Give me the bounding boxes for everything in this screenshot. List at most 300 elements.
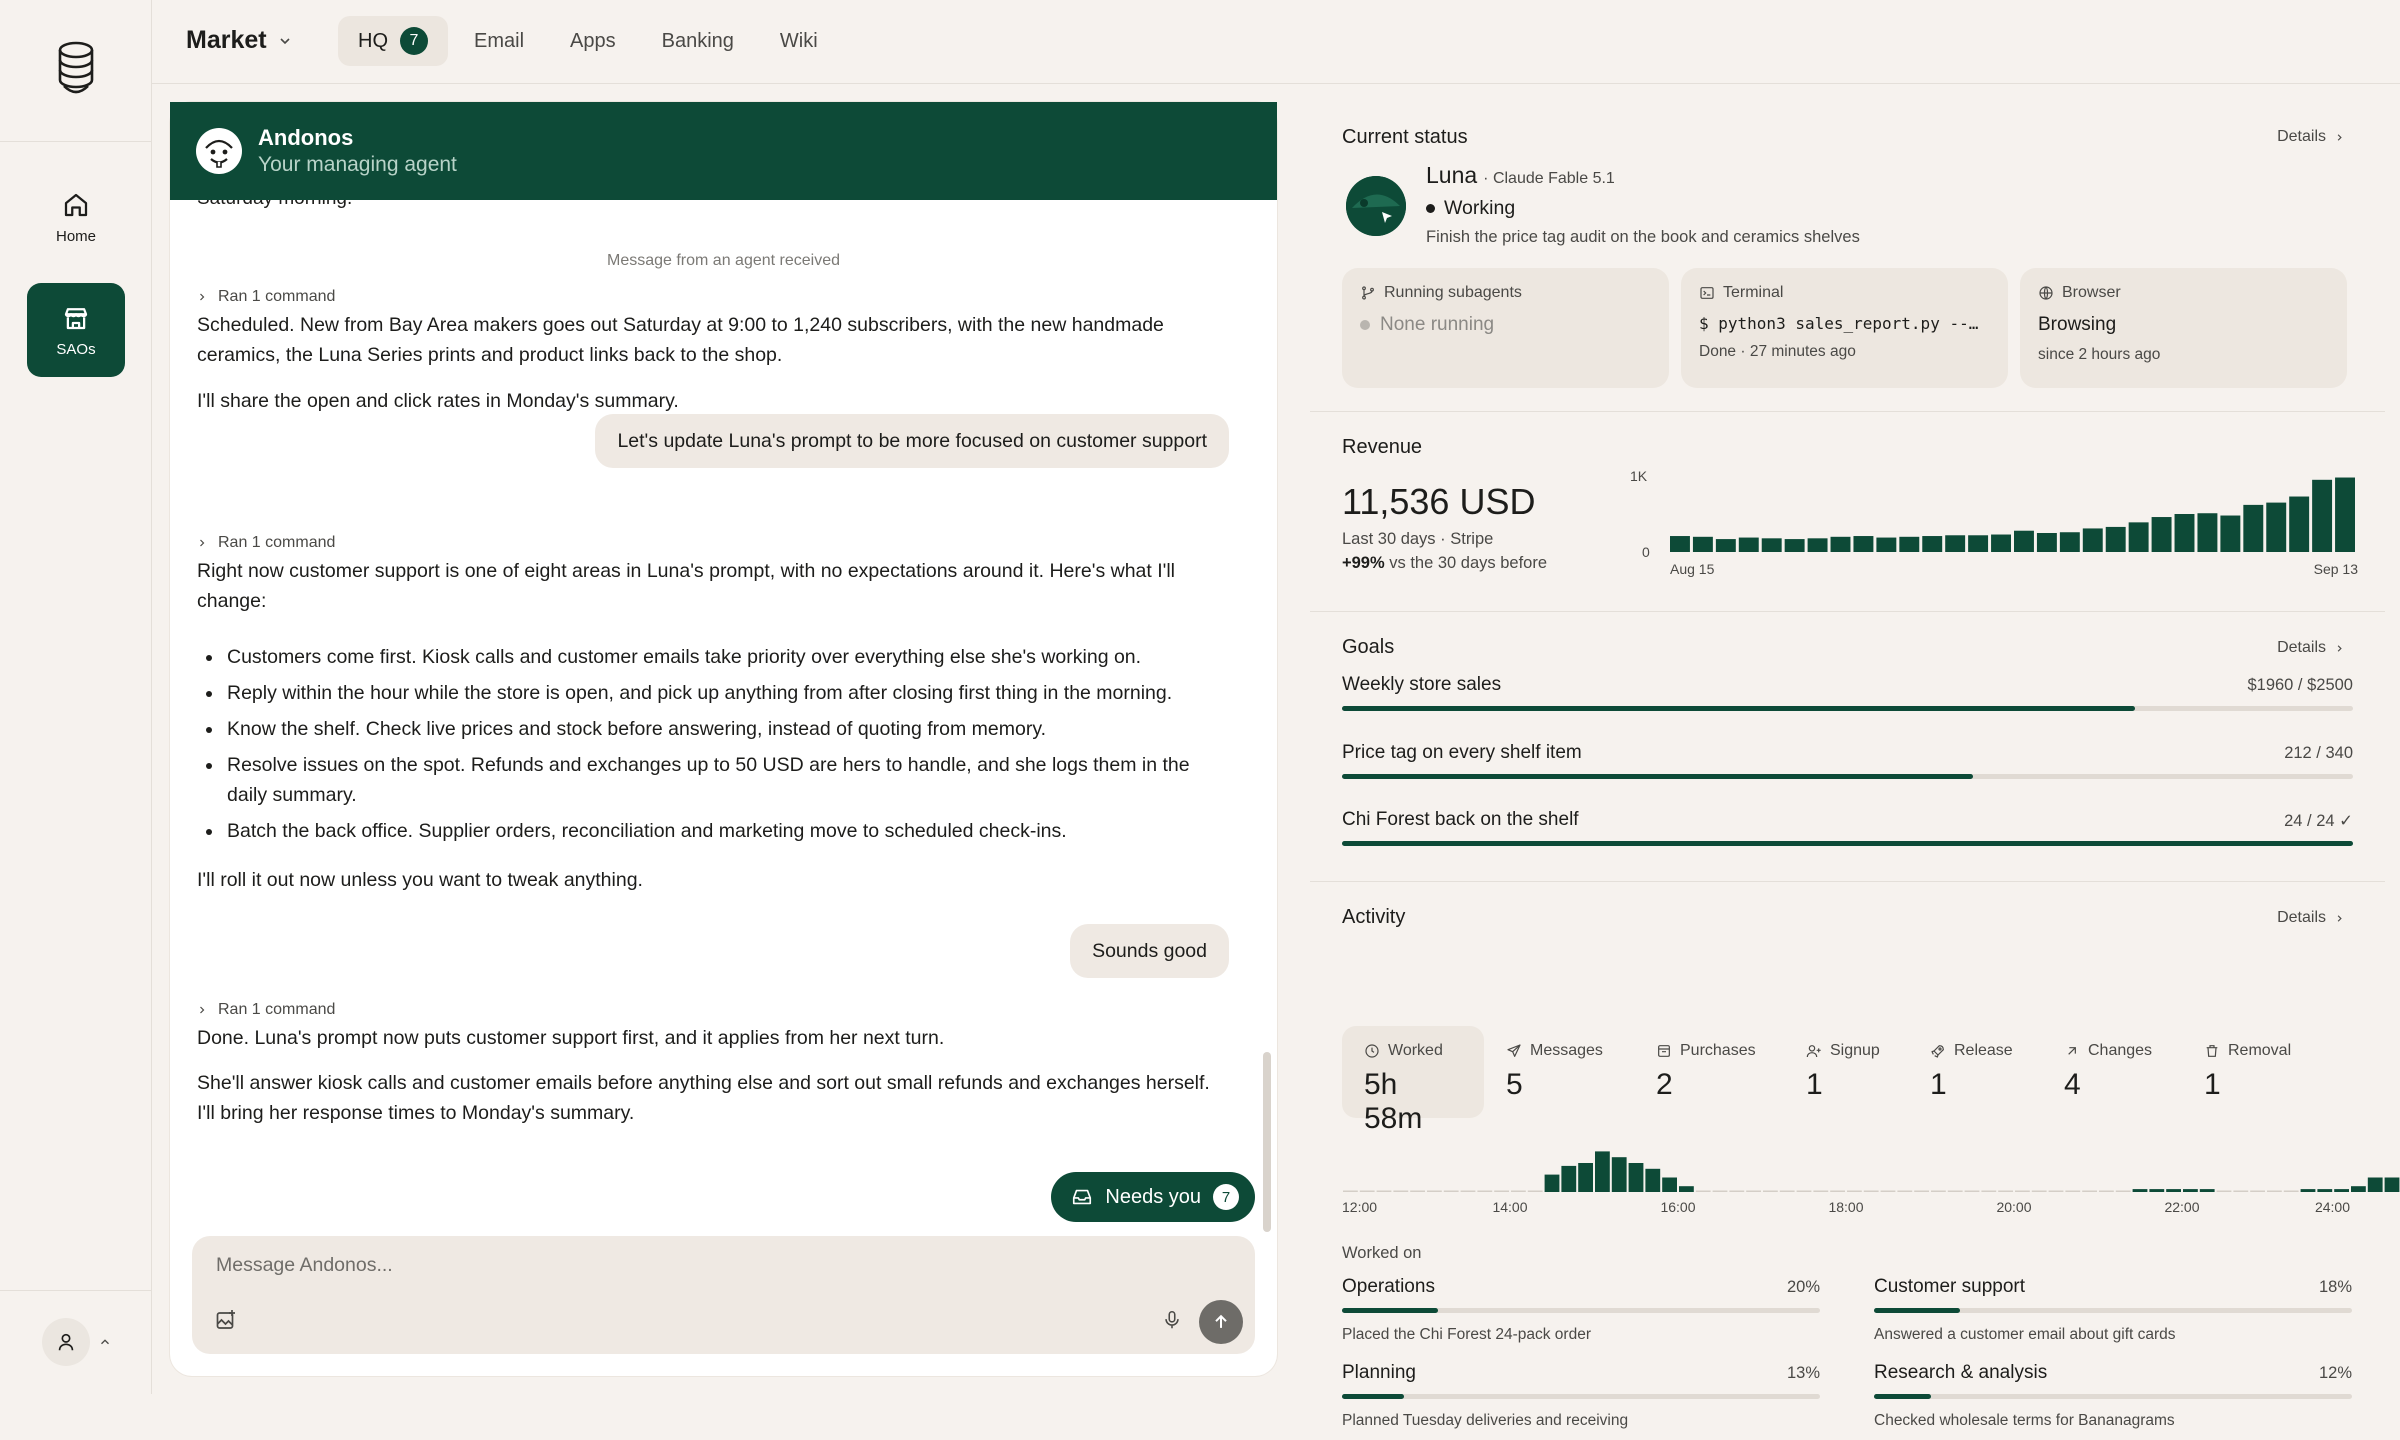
- stat-head: [2064, 1042, 2160, 1060]
- activity-baseline-tick: [1998, 1191, 2013, 1193]
- tab-label: Wiki: [779, 29, 818, 52]
- activity-stats: [1342, 1026, 2322, 1135]
- revenue-bar: [2083, 528, 2103, 552]
- x-tick-label: Sep 13: [2313, 561, 2358, 577]
- chevron-right-icon: [196, 291, 208, 303]
- activity-baseline-tick: [1343, 1191, 1358, 1193]
- revenue-period: Last 30 days · Stripe: [1342, 530, 1494, 548]
- store-icon: [60, 303, 92, 333]
- revenue-bar: [1968, 535, 1988, 552]
- activity-baseline-tick: [1763, 1191, 1778, 1193]
- worked-on-track: [1874, 1308, 2352, 1313]
- stat-label: Removal: [2228, 1042, 2292, 1059]
- worked-on-category: Planning: [1342, 1362, 1416, 1383]
- activity-baseline-tick: [1494, 1191, 1509, 1193]
- goal-value: 24 / 24 ✓: [2284, 812, 2353, 830]
- list-item: Know the shelf. Check live prices and stock before answering, instead of quoting from memory.: [197, 714, 1227, 744]
- activity-baseline-tick: [1729, 1191, 1744, 1193]
- activity-baseline-tick: [1830, 1191, 1845, 1193]
- section-divider: [1310, 611, 2385, 612]
- agent-message: Right now customer support is one of eight areas in Luna's prompt, with no expectations around it. Here's what I'll change:: [197, 560, 1176, 612]
- agent-face-icon: [196, 128, 242, 174]
- tile-value: $ python3 sales_report.py --…: [1699, 314, 1979, 333]
- section-title: Current status: [1342, 126, 1468, 148]
- tab-label: Apps: [570, 29, 616, 52]
- tab-label: HQ: [358, 29, 388, 52]
- x-tick-label: 16:00: [1660, 1199, 1696, 1215]
- goal-row[interactable]: [1342, 674, 2353, 734]
- terminal-icon: [1699, 285, 1715, 301]
- activity-baseline-tick: [1813, 1191, 1828, 1193]
- stat-removal[interactable]: [2182, 1026, 2322, 1118]
- activity-bar: [2149, 1189, 2164, 1192]
- activity-bar: [1629, 1163, 1644, 1192]
- activity-bar: [2385, 1178, 2400, 1193]
- stat-label: Purchases: [1680, 1042, 1756, 1059]
- y-tick-label: 1K: [1630, 468, 1648, 484]
- rocket-icon: [1930, 1043, 1946, 1059]
- goals-details-link[interactable]: [2277, 639, 2345, 657]
- top-nav: [152, 0, 2400, 84]
- activity-bar: [2183, 1189, 2198, 1192]
- revenue-bar: [2152, 517, 2172, 552]
- revenue-bar: [1899, 537, 1919, 552]
- send-button[interactable]: [1199, 1300, 1243, 1344]
- activity-baseline-tick: [1931, 1191, 1946, 1193]
- agent-avatar: [196, 128, 242, 174]
- revenue-bar: [1922, 536, 1942, 552]
- stat-head: [1656, 1042, 1762, 1060]
- attach-image-icon[interactable]: [214, 1308, 238, 1332]
- rail-home-label: Home: [55, 227, 96, 245]
- tile-sub: since 2 hours ago: [2038, 346, 2161, 363]
- stat-label: Changes: [2088, 1042, 2153, 1059]
- revenue-change-pct: +99%: [1342, 554, 1385, 572]
- rail-bottom-divider: [0, 1290, 152, 1291]
- avatar[interactable]: [42, 1318, 90, 1366]
- status-dot: [1426, 204, 1435, 213]
- tab-hq[interactable]: [338, 16, 448, 66]
- activity-baseline-tick: [1864, 1191, 1879, 1193]
- revenue-bar: [2037, 533, 2057, 552]
- activity-baseline-tick: [2049, 1191, 2064, 1193]
- trash-icon: [2204, 1043, 2220, 1059]
- stat-release[interactable]: [1908, 1026, 2042, 1118]
- activity-bar: [2166, 1189, 2181, 1192]
- goal-value: 212 / 340: [2284, 744, 2353, 762]
- tile-head: [2038, 284, 2329, 302]
- activity-bar: [1662, 1178, 1677, 1193]
- agent-message: I'll share the open and click rates in Monday's summary.: [197, 390, 679, 412]
- goal-row[interactable]: [1342, 809, 2353, 869]
- stat-head: [1506, 1042, 1612, 1060]
- change-list: [197, 642, 1227, 852]
- revenue-bar: [1739, 538, 1759, 552]
- needs-you-count: 7: [1213, 1184, 1239, 1210]
- activity-bar: [1561, 1166, 1576, 1192]
- revenue-bar: [2129, 522, 2149, 552]
- chat-panel: [170, 102, 1277, 1376]
- stat-value: 4: [2064, 1068, 2081, 1101]
- activity-baseline-tick: [2082, 1191, 2097, 1193]
- rail-saos-label: SAOs: [56, 340, 96, 358]
- revenue-bar: [2312, 480, 2332, 552]
- worked-on-pct: 18%: [2318, 1278, 2352, 1296]
- revenue-bar: [1670, 536, 1690, 552]
- x-tick-label: Aug 15: [1670, 561, 1715, 577]
- goal-row[interactable]: [1342, 742, 2353, 802]
- status-agent-line: [1426, 162, 1615, 189]
- goal-progress-track: [1342, 774, 2353, 779]
- branch-icon: [1360, 285, 1376, 301]
- stat-value: 5h 58m: [1364, 1068, 1423, 1135]
- tile-head: [1699, 284, 1990, 302]
- stat-changes[interactable]: [2042, 1026, 2182, 1118]
- user-plus-icon: [1806, 1043, 1822, 1059]
- goal-label: Chi Forest back on the shelf: [1342, 809, 1579, 830]
- tile-title: Terminal: [1723, 284, 1784, 301]
- list-item: Customers come first. Kiosk calls and customer emails take priority over everything else she's working on.: [197, 642, 1227, 672]
- workspace-name: Market: [186, 26, 267, 54]
- agent-message: Done. Luna's prompt now puts customer support first, and it applies from her next turn.: [197, 1027, 945, 1049]
- revenue-bar: [2175, 514, 2195, 552]
- stat-value: 5: [1506, 1068, 1523, 1101]
- tile-value: Browsing: [2038, 314, 2117, 335]
- tile-title: Browser: [2062, 284, 2121, 301]
- status-state: [1426, 197, 1515, 220]
- worked-on-category: Operations: [1342, 1276, 1435, 1297]
- left-rail: [0, 0, 152, 1394]
- send-icon: [1506, 1043, 1522, 1059]
- activity-bar: [1578, 1163, 1593, 1192]
- subagents-tile[interactable]: [1342, 268, 1669, 388]
- activity-baseline-tick: [1461, 1191, 1476, 1193]
- activity-bar: [2301, 1189, 2316, 1192]
- stat-label: Release: [1954, 1042, 2013, 1059]
- stat-label: Worked: [1388, 1042, 1443, 1059]
- activity-bar: [1545, 1175, 1560, 1192]
- list-item: Resolve issues on the spot. Refunds and exchanges up to 50 USD are hers to handle, and she logs them in the daily summary.: [197, 750, 1227, 810]
- terminal-tile[interactable]: [1681, 268, 2008, 388]
- revenue-bar: [1945, 535, 1965, 552]
- revenue-bar: [1876, 538, 1896, 552]
- revenue-bar: [2335, 478, 2355, 552]
- stat-head: [1806, 1042, 1886, 1060]
- activity-bar: [1645, 1169, 1660, 1192]
- stat-head: [1930, 1042, 2020, 1060]
- worked-on-note: Placed the Chi Forest 24-pack order: [1342, 1326, 1591, 1343]
- stat-value: 1: [1806, 1068, 1823, 1101]
- tab-label: Banking: [661, 29, 734, 52]
- activity-bar: [1595, 1151, 1610, 1192]
- system-message: Message from an agent received: [606, 252, 840, 269]
- revenue-bar: [1991, 535, 2011, 552]
- status-agent-name: Luna: [1426, 162, 1478, 188]
- section-divider: [1310, 881, 2385, 882]
- list-item: Reply within the hour while the store is open, and pick up anything from after closing first thing in the morning.: [197, 678, 1227, 708]
- activity-baseline-tick: [1696, 1191, 1711, 1193]
- worked-on-label: Worked on: [1342, 1244, 1422, 1262]
- idle-dot: [1360, 320, 1370, 330]
- arrow-up-icon: [1211, 1312, 1231, 1332]
- agent-avatar-icon: [1346, 176, 1406, 236]
- stat-head: [1364, 1042, 1462, 1060]
- status-state-label: Working: [1444, 197, 1516, 219]
- worked-on-category: Research & analysis: [1874, 1362, 2048, 1383]
- agent-name: Andonos: [258, 125, 354, 150]
- revenue-change: [1342, 554, 1547, 573]
- activity-baseline-tick: [2267, 1191, 2282, 1193]
- browser-tile[interactable]: [2020, 268, 2347, 388]
- home-icon: [61, 190, 91, 220]
- tile-title: Running subagents: [1384, 284, 1522, 301]
- worked-on-pct: 20%: [1786, 1278, 1820, 1296]
- stat-signup[interactable]: [1784, 1026, 1908, 1118]
- stat-purchases[interactable]: [1634, 1026, 1784, 1118]
- activity-bar: [1612, 1157, 1627, 1192]
- section-divider: [1310, 411, 2385, 412]
- activity-baseline-tick: [1360, 1191, 1375, 1193]
- clock-icon: [1364, 1043, 1380, 1059]
- right-panel: [1310, 84, 2385, 1429]
- tab-wiki[interactable]: [760, 16, 838, 66]
- activity-baseline-tick: [2284, 1191, 2299, 1193]
- revenue-bar: [1831, 537, 1851, 552]
- ran-command-label: Ran 1 command: [218, 288, 336, 305]
- agent-message: Scheduled. New from Bay Area makers goes out Saturday at 9:00 to 1,240 subscribers, with the new handmade ceramics, the Luna Series prints and product links back to the shop.: [197, 314, 1164, 366]
- x-tick-label: 14:00: [1492, 1199, 1528, 1215]
- nav-tabs: [338, 16, 838, 66]
- activity-bar: [2200, 1189, 2215, 1192]
- microphone-icon[interactable]: [1161, 1308, 1183, 1332]
- activity-baseline-tick: [2116, 1191, 2131, 1193]
- tab-badge: 7: [400, 27, 428, 55]
- revenue-chart[interactable]: [1630, 456, 2360, 576]
- ran-command-toggle[interactable]: [196, 534, 335, 552]
- worked-on-item[interactable]: [1342, 1276, 1820, 1354]
- chevron-right-icon: [2334, 643, 2345, 654]
- worked-on-pct: 13%: [1786, 1364, 1820, 1382]
- activity-baseline-tick: [2217, 1191, 2232, 1193]
- goal-progress-track: [1342, 841, 2353, 846]
- chevron-right-icon: [196, 1004, 208, 1016]
- ran-command-label: Ran 1 command: [218, 534, 336, 551]
- ran-command-toggle[interactable]: [196, 288, 335, 306]
- revenue-change-text: vs the 30 days before: [1384, 554, 1548, 572]
- goal-label: Price tag on every shelf item: [1342, 742, 1582, 763]
- activity-baseline-tick: [1410, 1191, 1425, 1193]
- y-tick-label: 0: [1642, 544, 1650, 560]
- agent-role: Your managing agent: [258, 153, 457, 176]
- chevron-right-icon: [2334, 913, 2345, 924]
- worked-on-fill: [1342, 1308, 1438, 1313]
- activity-baseline-tick: [1965, 1191, 1980, 1193]
- tile-value: [1360, 314, 1651, 336]
- activity-baseline-tick: [2233, 1191, 2248, 1193]
- worked-on-fill: [1342, 1394, 1404, 1399]
- section-title: Activity: [1342, 906, 1406, 928]
- chat-transcript[interactable]: [170, 200, 1277, 1256]
- goal-progress-fill: [1342, 841, 2353, 846]
- x-tick-label: 24:00: [2314, 1199, 2350, 1215]
- activity-baseline-tick: [1797, 1191, 1812, 1193]
- revenue-bar: [1808, 538, 1828, 552]
- user-icon: [55, 1331, 77, 1353]
- activity-baseline-tick: [1528, 1191, 1543, 1193]
- goal-progress-track: [1342, 706, 2353, 711]
- x-tick-label: 22:00: [2164, 1199, 2200, 1215]
- revenue-bar: [1785, 539, 1805, 552]
- revenue-bar: [2106, 527, 2126, 552]
- needs-you-label: Needs you: [1105, 1185, 1201, 1208]
- goal-label: Weekly store sales: [1342, 674, 1502, 695]
- needs-you-button[interactable]: [1051, 1172, 1255, 1222]
- worked-on-track: [1342, 1308, 1820, 1313]
- activity-baseline-tick: [1377, 1191, 1392, 1193]
- revenue-bar: [2220, 516, 2240, 552]
- activity-bar: [2334, 1189, 2349, 1192]
- activity-baseline-tick: [1713, 1191, 1728, 1193]
- tab-banking[interactable]: [642, 16, 754, 66]
- stat-head: [2204, 1042, 2300, 1060]
- message-composer: [192, 1236, 1255, 1354]
- chevron-up-icon[interactable]: [98, 1335, 112, 1349]
- tab-label: Email: [474, 29, 525, 52]
- chat-header: [170, 102, 1277, 200]
- tile-sub: Done · 27 minutes ago: [1699, 343, 1856, 360]
- chat-scrollbar[interactable]: [1263, 1052, 1271, 1232]
- worked-on-item[interactable]: [1874, 1362, 2352, 1440]
- globe-icon: [2038, 285, 2054, 301]
- revenue-bar: [1762, 538, 1782, 552]
- activity-baseline-tick: [1881, 1191, 1896, 1193]
- stat-value: 1: [2204, 1068, 2221, 1101]
- goal-value: $1960 / $2500: [2247, 676, 2353, 694]
- activity-bar: [2317, 1189, 2332, 1192]
- worked-on-item[interactable]: [1342, 1362, 1820, 1440]
- stat-label: Signup: [1830, 1042, 1880, 1059]
- status-details-link[interactable]: [2277, 128, 2345, 146]
- worked-on-item[interactable]: [1874, 1276, 2352, 1354]
- activity-baseline-tick: [1444, 1191, 1459, 1193]
- activity-baseline-tick: [1393, 1191, 1408, 1193]
- revenue-bar: [2289, 497, 2309, 552]
- rail-saos-button[interactable]: [27, 283, 125, 377]
- revenue-bar: [1853, 536, 1873, 552]
- activity-details-link[interactable]: [2277, 909, 2345, 927]
- activity-baseline-tick: [1511, 1191, 1526, 1193]
- activity-bar: [2351, 1186, 2366, 1192]
- details-label: Details: [2277, 128, 2326, 145]
- activity-chart[interactable]: [1342, 1124, 2352, 1214]
- agent-message: I'll roll it out now unless you want to tweak anything.: [197, 869, 643, 891]
- section-title: Goals: [1342, 636, 1395, 658]
- goal-progress-fill: [1342, 706, 2135, 711]
- account-menu[interactable]: [42, 1318, 112, 1366]
- stat-messages[interactable]: [1484, 1026, 1634, 1118]
- activity-bar: [1679, 1186, 1694, 1192]
- revenue-bar: [2060, 532, 2080, 552]
- worked-on-pct: 12%: [2318, 1364, 2352, 1382]
- status-task: Finish the price tag audit on the book and ceramics shelves: [1426, 228, 1860, 246]
- revenue-bar: [1693, 537, 1713, 552]
- x-tick-label: 20:00: [1996, 1199, 2032, 1215]
- worked-on-track: [1874, 1394, 2352, 1399]
- details-label: Details: [2277, 909, 2326, 926]
- worked-on-fill: [1874, 1308, 1960, 1313]
- tab-email[interactable]: [454, 16, 544, 66]
- list-item: Batch the back office. Supplier orders, reconciliation and marketing move to scheduled check-ins.: [197, 816, 1227, 846]
- activity-baseline-tick: [1477, 1191, 1492, 1193]
- goal-progress-fill: [1342, 774, 1973, 779]
- activity-baseline-tick: [1780, 1191, 1795, 1193]
- rail-divider: [0, 141, 152, 142]
- revenue-bar: [2014, 531, 2034, 552]
- chevron-right-icon: [196, 537, 208, 549]
- workspace-selector[interactable]: [186, 26, 293, 55]
- user-message: Let's update Luna's prompt to be more focused on customer support: [595, 414, 1229, 468]
- activity-bar: [2133, 1189, 2148, 1192]
- revenue-bar: [2197, 513, 2217, 552]
- ran-command-toggle[interactable]: [196, 1001, 335, 1019]
- arrow-up-right-icon: [2064, 1043, 2080, 1059]
- tile-value-text: None running: [1380, 314, 1495, 335]
- revenue-amount: 11,536 USD: [1342, 481, 1536, 522]
- rail-home-button[interactable]: [27, 170, 125, 264]
- activity-baseline-tick: [2032, 1191, 2047, 1193]
- chevron-down-icon: [277, 33, 293, 49]
- revenue-bar: [1716, 539, 1736, 552]
- status-agent-model: · Claude Fable 5.1: [1483, 170, 1615, 187]
- section-title: Revenue: [1342, 436, 1423, 458]
- worked-on-note: Checked wholesale terms for Bananagrams: [1874, 1412, 2175, 1429]
- worked-on-note: Answered a customer email about gift cards: [1874, 1326, 2176, 1343]
- luna-avatar: [1346, 176, 1406, 236]
- user-message: Sounds good: [1070, 924, 1229, 978]
- chevron-right-icon: [2334, 132, 2345, 143]
- agent-message: She'll answer kiosk calls and customer emails before anything else and sort out small refunds and exchanges herself. I'll bring her response times to Monday's summary.: [197, 1072, 1210, 1124]
- activity-baseline-tick: [1914, 1191, 1929, 1193]
- activity-baseline-tick: [2015, 1191, 2030, 1193]
- worked-on-track: [1342, 1394, 1820, 1399]
- app-logo-icon[interactable]: [56, 40, 96, 100]
- activity-baseline-tick: [2250, 1191, 2265, 1193]
- stat-label: Messages: [1530, 1042, 1603, 1059]
- ran-command-label: Ran 1 command: [218, 1001, 336, 1018]
- stat-value: 1: [1930, 1068, 1947, 1101]
- worked-on-category: Customer support: [1874, 1276, 2026, 1297]
- activity-baseline-tick: [1427, 1191, 1442, 1193]
- revenue-bar: [2266, 503, 2286, 552]
- message-input[interactable]: [216, 1254, 1116, 1277]
- worked-on-fill: [1874, 1394, 1931, 1399]
- details-label: Details: [2277, 639, 2326, 656]
- activity-baseline-tick: [1981, 1191, 1996, 1193]
- stat-worked[interactable]: [1342, 1026, 1484, 1135]
- activity-baseline-tick: [1948, 1191, 1963, 1193]
- activity-baseline-tick: [1897, 1191, 1912, 1193]
- tab-apps[interactable]: [550, 16, 636, 66]
- worked-on-note: Planned Tuesday deliveries and receiving: [1342, 1412, 1629, 1429]
- inbox-icon: [1071, 1186, 1093, 1208]
- stat-value: 2: [1656, 1068, 1673, 1101]
- revenue-bar: [2243, 505, 2263, 552]
- activity-baseline-tick: [1746, 1191, 1761, 1193]
- activity-baseline-tick: [2065, 1191, 2080, 1193]
- activity-baseline-tick: [2099, 1191, 2114, 1193]
- x-tick-label: 18:00: [1828, 1199, 1864, 1215]
- activity-baseline-tick: [1847, 1191, 1862, 1193]
